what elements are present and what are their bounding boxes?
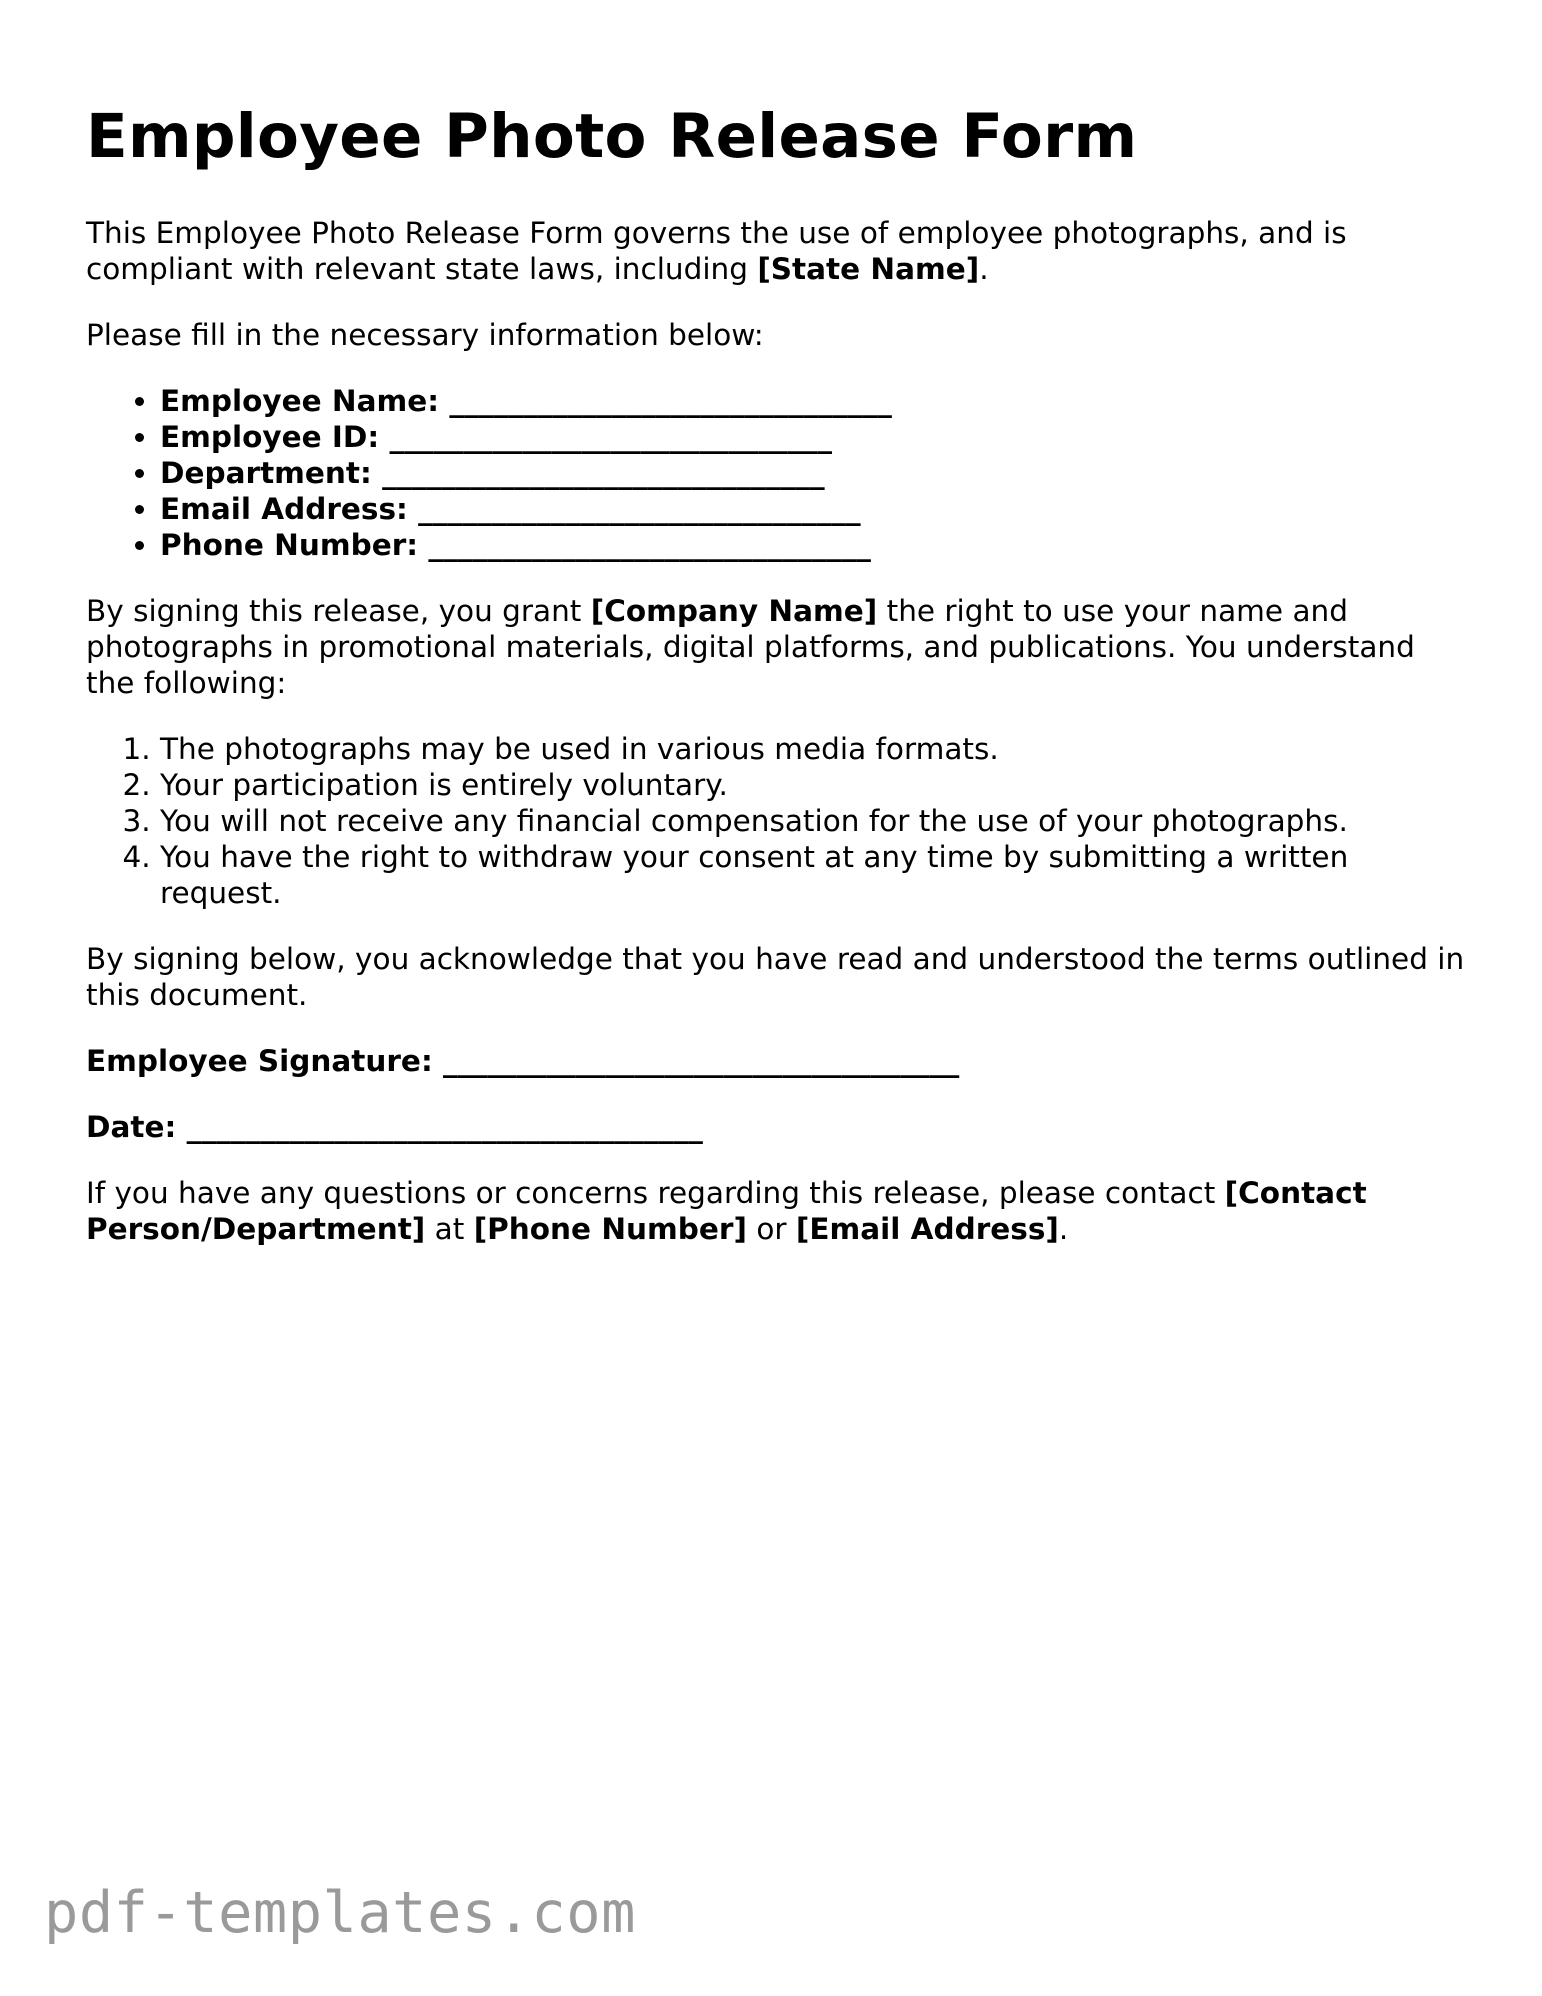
field-blank[interactable]: ______________________________ — [449, 384, 892, 419]
terms-list — [86, 731, 1466, 911]
watermark: pdf-templates.com — [44, 1880, 636, 1946]
intro-text: This Employee Photo Release Form governs the use of employee photographs, and is compliant with relevant state laws, including — [86, 216, 1347, 287]
date-line — [86, 1109, 1466, 1145]
term-item: 4. You have the right to withdraw your consent at any time by submitting a written request. — [160, 839, 1466, 911]
signature-line — [86, 1043, 1466, 1079]
term-item: 1. The photographs may be used in various media formats. — [160, 731, 1466, 767]
field-email-address — [160, 491, 1466, 527]
field-phone-number — [160, 527, 1466, 563]
grant-before: By signing this release, you grant — [86, 594, 591, 629]
page-title: Employee Photo Release Form — [86, 101, 1138, 172]
field-employee-name — [160, 383, 1466, 419]
intro-paragraph — [86, 215, 1466, 287]
state-name-placeholder: [State Name] — [757, 252, 980, 287]
contact-person-placeholder: [Contact Person/Department] — [86, 1176, 1367, 1247]
contact-paragraph — [86, 1175, 1466, 1247]
field-label: Employee Name: — [160, 384, 440, 419]
contact-or: or — [746, 1212, 796, 1247]
field-label: Email Address: — [160, 492, 408, 527]
field-department — [160, 455, 1466, 491]
field-label: Employee ID: — [160, 420, 380, 455]
field-employee-id — [160, 419, 1466, 455]
field-blank[interactable]: ______________________________ — [418, 492, 861, 527]
contact-before: If you have any questions or concerns regarding this release, please contact — [86, 1176, 1225, 1211]
fill-prompt: Please fill in the necessary information below: — [86, 318, 764, 353]
grant-paragraph — [86, 593, 1466, 701]
field-blank[interactable]: ______________________________ — [428, 528, 871, 563]
field-label: Phone Number: — [160, 528, 419, 563]
phone-number-placeholder: [Phone Number] — [473, 1212, 747, 1247]
term-item: 3. You will not receive any financial compensation for the use of your photographs. — [160, 803, 1466, 839]
date-blank[interactable]: ___________________________________ — [186, 1110, 703, 1145]
field-blank[interactable]: ______________________________ — [389, 420, 832, 455]
signature-label: Employee Signature: — [86, 1044, 433, 1079]
acknowledge-paragraph: By signing below, you acknowledge that you have read and understood the terms outlined in this document. — [86, 942, 1465, 1013]
date-label: Date: — [86, 1110, 177, 1145]
contact-end: . — [1058, 1212, 1069, 1247]
email-address-placeholder: [Email Address] — [795, 1212, 1059, 1247]
info-fields-list — [86, 383, 1466, 563]
grant-after: the right to use your name and photographs in promotional materials, digital platforms, and publications. You understand the following: — [86, 594, 1415, 701]
contact-at: at — [425, 1212, 474, 1247]
company-name-placeholder: [Company Name] — [590, 594, 878, 629]
document-page — [86, 100, 1466, 1277]
field-blank[interactable]: ______________________________ — [382, 456, 825, 491]
term-item: 2. Your participation is entirely voluntary. — [160, 767, 1466, 803]
field-label: Department: — [160, 456, 372, 491]
intro-end: . — [979, 252, 989, 287]
signature-blank[interactable]: ___________________________________ — [443, 1044, 960, 1079]
